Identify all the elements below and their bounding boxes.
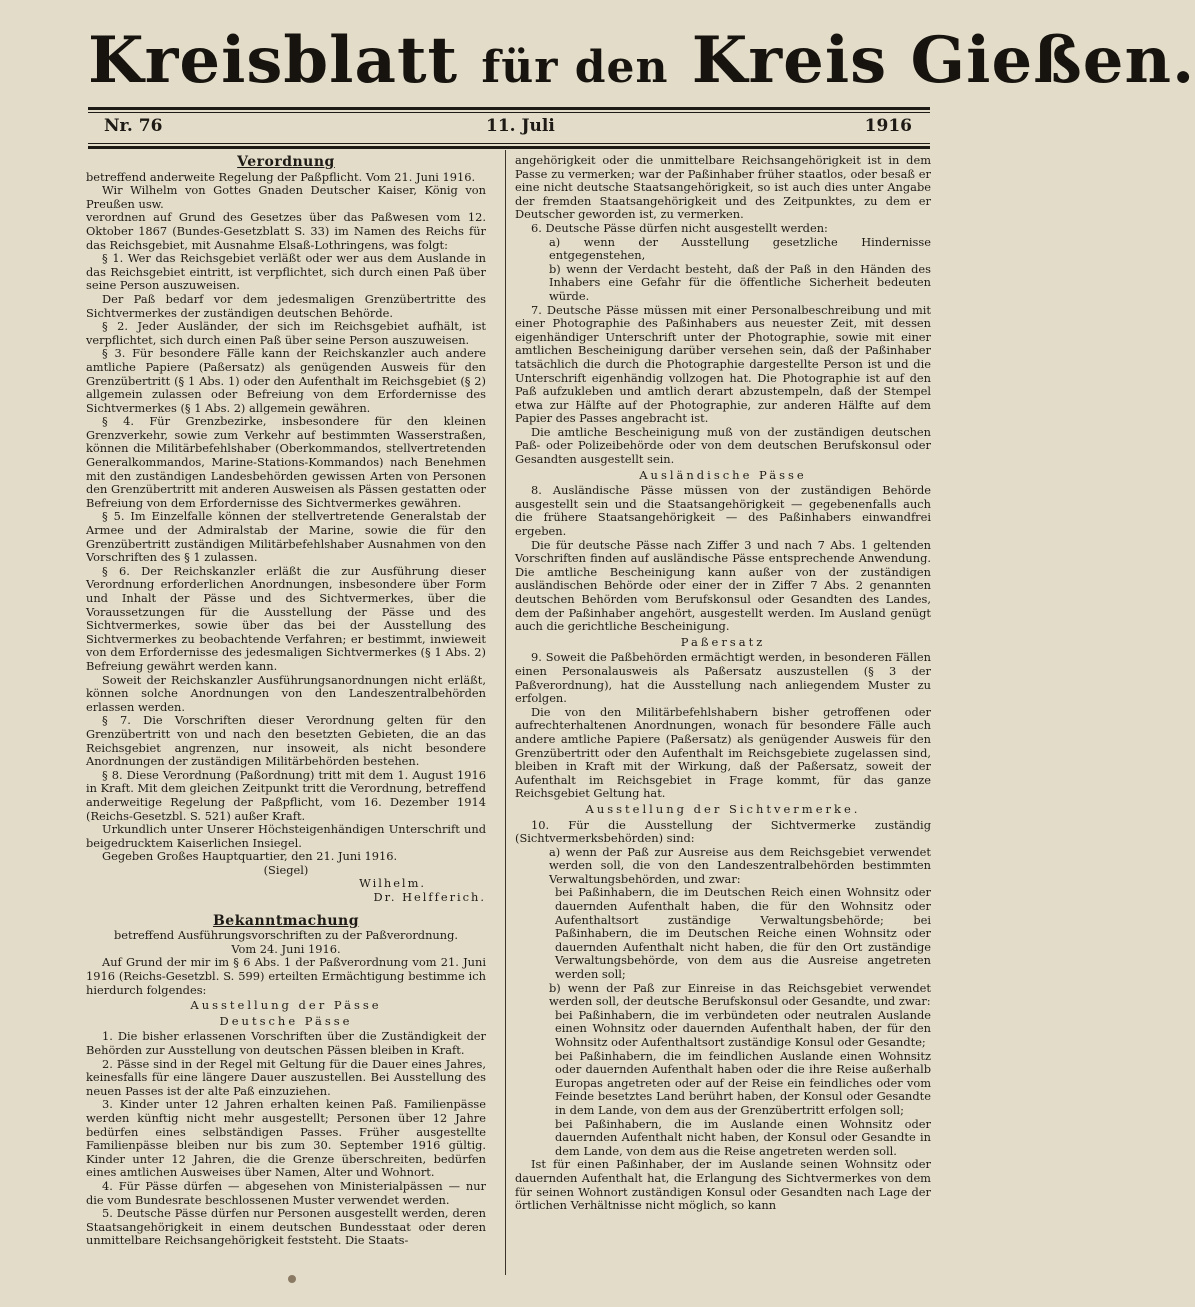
clause-2: 2. Pässe sind in der Regel mit Geltung für die Dauer eines Jahres, keinesfalls für eine längere Dauer auszustellen. Bei Ausstellung des neuen Passes ist der alte Paß einzuziehen. bbox=[86, 1056, 486, 1098]
clause-1: 1. Die bisher erlassenen Vorschriften über die Zuständigkeit der Behörden zur Ausstellung von deutschen Pässen bleiben in Kraft. bbox=[86, 1029, 486, 1057]
clause-10a: a) wenn der Paß zur Ausreise aus dem Reichsgebiet verwendet werden soll, die von den Landeszentralbehörden bestimmten Verwaltungsbehörden, und zwar: bbox=[549, 844, 931, 886]
clause-10b-detail-2: bei Paßinhabern, die im feindlichen Auslande einen Wohnsitz oder dauernden Aufenthalt haben oder die ihre Reise außerhalb Europas angetreten oder auf der Reise ein feindliches oder vom Feinde besetztes Land berührt haben, der Konsul oder Gesandte in dem Lande, von dem aus der Grenzübertritt erfolgen soll; bbox=[555, 1048, 931, 1117]
issue-year: 1916 bbox=[864, 116, 912, 136]
bekanntmachung-intro-2: Auf Grund der mir im § 6 Abs. 1 der Paßverordnung vom 21. Juni 1916 (Reichs-Gesetzbl. S. 599) erteilten Ermächtigung bestimme ich hierdurch folgendes: bbox=[86, 955, 486, 997]
signature-helfferich: Dr. Helfferich. bbox=[373, 890, 486, 905]
issue-info-row bbox=[104, 116, 912, 142]
right-column bbox=[515, 154, 931, 1213]
clause-10b-detail-1: bei Paßinhabern, die im verbündeten oder neutralen Auslande einen Wohnsitz oder dauernden Aufenthalt haben, der für den Wohnsitz oder Aufenthaltsort zuständige Konsul oder Gesandte; bbox=[555, 1007, 931, 1049]
subheading-passersatz: Paßersatz bbox=[680, 634, 766, 649]
paragraph-8: § 8. Diese Verordnung (Paßordnung) tritt mit dem 1. August 1916 in Kraft. Mit dem gleichen Zeitpunkt tritt die Verordnung, betreffend anderweitige Regelung der Paßpflicht, vom 16. Dezember 1914 (Reichs-Gesetzbl. S. 521) außer Kraft. bbox=[86, 767, 486, 823]
subheading-ausstellung-paesse: Ausstellung der Pässe bbox=[190, 998, 382, 1013]
verordnung-intro-2: Wir Wilhelm von Gottes Gnaden Deutscher Kaiser, König von Preußen usw. bbox=[86, 183, 486, 211]
masthead-word-fuer-den: für den bbox=[481, 42, 669, 93]
paragraph-3: § 3. Für besondere Fälle kann der Reichskanzler auch andere amtliche Papiere (Paßersatz) als genügenden Ausweis für den Grenzübertritt (§ 1 Abs. 1) oder den Aufenthalt im Reichsgebiet (§ 2) allgemein zulassen oder Befreiung von dem Erfordernisse des Sichtvermerkes (§ 1 Abs. 2) allgemein gewähren. bbox=[86, 346, 486, 415]
clause-4: 4. Für Pässe dürfen — abgesehen von Ministerialpässen — nur die vom Bundesrate beschlossenen Muster verwendet werden. bbox=[86, 1178, 486, 1207]
clause-5: 5. Deutsche Pässe dürfen nur Personen ausgestellt werden, deren Staatsangehörigkeit in einem deutschen Bundesstaat oder deren unmittelbare Reichsangehörigkeit feststeht. Die Staats- bbox=[86, 1206, 486, 1248]
subheading-sichtvermerke: Ausstellung der Sichtvermerke. bbox=[585, 801, 861, 816]
section-spacer bbox=[86, 905, 486, 913]
clause-6: 6. Deutsche Pässe dürfen nicht ausgestellt werden: bbox=[531, 220, 828, 235]
verordnung-intro: betreffend anderweite Regelung der Paßpflicht. Vom 21. Juni 1916. bbox=[86, 169, 476, 184]
paragraph-1: § 1. Wer das Reichsgebiet verläßt oder wer aus dem Auslande in das Reichsgebiet eintritt, ist verpflichtet, sich durch einen Paß über seine Person auszuweisen. bbox=[86, 251, 486, 293]
clause-3: 3. Kinder unter 12 Jahren erhalten keinen Paß. Familienpässe werden künftig nicht mehr ausgestellt; Personen über 12 Jahre bedürfen eines selbständigen Passes. Früher ausgestellte Familienpässe bleiben nur bis zum 30. September 1916 gültig. Kinder unter 12 Jahren, die die Grenze überschreiten, bedürfen eines amtlichen Ausweises über Namen, Alter und Wohnort. bbox=[86, 1097, 486, 1180]
clause-6a: a) wenn der Ausstellung gesetzliche Hindernisse entgegenstehen, bbox=[549, 234, 931, 263]
paragraph-5: § 5. Im Einzelfalle können der stellvertretende Generalstab der Armee und der Admiralstab der Marine, sowie die für den Grenzübertritt zuständigen Militärbefehlshaber Ausnahmen von den Vorschriften des § 1 zulassen. bbox=[86, 509, 486, 565]
paragraph-6b: Soweit der Reichskanzler Ausführungsanordnungen nicht erläßt, können solche Anordnungen von den Landeszentralbehörden erlassen werden. bbox=[86, 672, 486, 714]
clause-8: 8. Ausländische Pässe müssen von der zuständigen Behörde ausgestellt sein und die Staatsangehörigkeit — gegebenenfalls auch die frühere Staatsangehörigkeit — des Paßinhabers einwandfrei ergeben. bbox=[515, 483, 931, 539]
paragraph-4: § 4. Für Grenzbezirke, insbesondere für den kleinen Grenzverkehr, sowie zum Verkehr auf bestimmten Wasserstraßen, können die Militärbefehlshaber (Oberkommandos, stellvertretenden Generalkommandos, Marine-Stations-Kommandos) nach Benehmen mit den zuständigen Landesbehörden gewissen Arten von Personen den Grenzübertritt mit anderen Ausweisen als Pässen gestatten oder Befreiung von dem Erfordernisse des Sichtvermerkes gewähren. bbox=[86, 414, 486, 510]
clause-5-continued: angehörigkeit oder die unmittelbare Reichsangehörigkeit ist in dem Passe zu vermerken; war der Paßinhaber früher staatlos, oder besaß er eine nicht deutsche Staatsangehörigkeit, so ist auch dies unter Angabe der fremden Staatsangehörigkeit und des Zeitpunktes, zu dem er Deutscher geworden ist, zu vermerken. bbox=[515, 153, 931, 222]
column-divider bbox=[505, 150, 506, 1275]
clause-7b: Die amtliche Bescheinigung muß von der zuständigen deutschen Paß- oder Polizeibehörde oder von dem deutschen Berufskonsul oder Gesandten ausgestellt sein. bbox=[515, 424, 931, 467]
paragraph-6: § 6. Der Reichskanzler erläßt die zur Ausführung dieser Verordnung erforderlichen Anordnungen, insbesondere über Form und Inhalt der Pässe und des Sichtvermerkes, über die Voraussetzungen für die Ausstellung der Pässe und des Sichtvermerkes, sowie über das bei der Ausstellung des Sichtvermerkes zu beobachtende Verfahren; er bestimmt, inwieweit von dem Erfordernisse des jedesmaligen Sichtvermerkes (§ 1 Abs. 2) Befreiung gewährt werden kann. bbox=[86, 563, 486, 673]
signature-wilhelm: Wilhelm. bbox=[359, 876, 426, 891]
masthead-word-kreisblatt: Kreisblatt bbox=[88, 23, 459, 98]
clause-9b: Die von den Militärbefehlshabern bisher getroffenen oder aufrechterhaltenen Anordnungen, wonach für besondere Fälle auch andere amtliche Papiere (Paßersatz) als genügender Ausweis für den Grenzübertritt oder den Aufenthalt im Reichsgebiete zugelassen sind, bleiben in Kraft mit der Wirkung, daß der Paßersatz, soweit der Aufenthalt im Reichsgebiet in Frage kommt, für das ganze Reichsgebiet Geltung hat. bbox=[515, 704, 931, 801]
paragraph-2: § 2. Jeder Ausländer, der sich im Reichsgebiet aufhält, ist verpflichtet, sich durch einen Paß über seine Person auszuweisen. bbox=[86, 319, 486, 347]
heading-bekanntmachung: Bekanntmachung bbox=[212, 912, 360, 929]
left-column bbox=[86, 154, 486, 1248]
verordnung-intro-3: verordnen auf Grund des Gesetzes über das Paßwesen vom 12. Oktober 1867 (Bundes-Gesetzblatt S. 33) im Namen des Reichs für das Reichsgebiet, mit Ausnahme Elsaß-Lothringens, was folgt: bbox=[86, 210, 486, 252]
heading-verordnung: Verordnung bbox=[237, 154, 335, 170]
paper-blemish-dot bbox=[288, 1275, 296, 1283]
issue-rule-bottom bbox=[88, 143, 930, 144]
paragraph-7: § 7. Die Vorschriften dieser Verordnung gelten für den Grenzübertritt von und nach den besetzten Gebieten, die an das Reichsgebiet angrenzen, nur insoweit, als nicht besondere Anordnungen der zuständigen Militärbehörden bestehen. bbox=[86, 713, 486, 769]
issue-rule-bottom-thick bbox=[88, 146, 930, 149]
clause-9: 9. Soweit die Paßbehörden ermächtigt werden, in besonderen Fällen einen Personalausweis als Paßersatz auszustellen (§ 3 der Paßverordnung), hat die Ausstellung nach anliegendem Muster zu erfolgen. bbox=[515, 650, 931, 706]
subheading-deutsche-paesse: Deutsche Pässe bbox=[219, 1013, 353, 1028]
clause-10b-detail-3: bei Paßinhabern, die im Auslande einen Wohnsitz oder dauernden Aufenthalt nicht haben, der Konsul oder Gesandte in dem Lande, von dem aus die Reise angetreten werden soll. bbox=[555, 1116, 931, 1158]
paragraph-9: Urkundlich unter Unserer Höchsteigenhändigen Unterschrift und beigedrucktem Kaiserlichen Insiegel. bbox=[86, 822, 486, 850]
subheading-auslaendische-paesse: Ausländische Pässe bbox=[639, 467, 807, 482]
clause-6b: b) wenn der Verdacht besteht, daß der Paß in den Händen des Inhabers eine Gefahr für die öffentliche Sicherheit bedeuten würde. bbox=[549, 261, 931, 303]
bekanntmachung-intro: betreffend Ausführungsvorschriften zu der Paßverordnung. bbox=[113, 928, 459, 943]
masthead-word-kreis-giessen: Kreis Gießen. bbox=[691, 23, 1195, 98]
paragraph-10: Gegeben Großes Hauptquartier, den 21. Juni 1916. bbox=[102, 849, 398, 864]
clause-10a-detail: bei Paßinhabern, die im Deutschen Reich einen Wohnsitz oder dauernden Aufenthalt haben, die für den Wohnsitz oder Aufenthaltsort zuständige Verwaltungsbehörde; bei Paßinhabern, die im Deutschen Reiche einen Wohnsitz oder dauernden Aufenthalt nicht haben, die für den Ort zuständige Verwaltungsbehörde, von dem aus die Ausreise angetreten werden soll; bbox=[555, 885, 931, 982]
clause-10b: b) wenn der Paß zur Einreise in das Reichsgebiet verwendet werden soll, der deutsche Berufskonsul oder Gesandte, und zwar: bbox=[549, 980, 931, 1009]
issue-date: 11. Juli bbox=[486, 116, 555, 136]
masthead-rule-top bbox=[88, 107, 930, 110]
seal-mark: (Siegel) bbox=[263, 862, 309, 877]
clause-7: 7. Deutsche Pässe müssen mit einer Personalbeschreibung und mit einer Photographie des Paßinhabers aus neuester Zeit, mit dessen eigenhändiger Unterschrift unter der Photographie, sowie mit einer amtlichen Bescheinigung darüber versehen sein, daß der Paßinhaber tatsächlich die durch die Photographie dargestellte Person ist und die Unterschrift eigenhändig vollzogen hat. Die Photographie ist auf den Paß aufzukleben und amtlich derart abzustempeln, daß der Stempel etwa zur Hälfte auf der Photographie, zur anderen Hälfte auf dem Papier des Passes angebracht ist. bbox=[515, 302, 931, 426]
paragraph-1b: Der Paß bedarf vor dem jedesmaligen Grenzübertritte des Sichtvermerkes der zuständigen deutschen Behörde. bbox=[86, 291, 486, 320]
clause-8b: Die für deutsche Pässe nach Ziffer 3 und nach 7 Abs. 1 geltenden Vorschriften finden auf ausländische Pässe entsprechende Anwendung. Die amtliche Bescheinigung kann außer von der zuständigen ausländischen Behörde oder einer der in Ziffer 7 Abs. 2 genannten deutschen Behörden vom Berufskonsul oder Gesandten des Landes, dem der Paßinhaber angehört, ausgestellt werden. Im Ausland genügt auch die gerichtliche Bescheinigung. bbox=[515, 537, 931, 634]
clause-10-continued: Ist für einen Paßinhaber, der im Auslande seinen Wohnsitz oder dauernden Aufenthalt hat, die Erlangung des Sichtvermerkes von dem für seinen Wohnort zuständigen Konsul oder Gesandten nach Lage der örtlichen Verhältnisse nicht möglich, so kann bbox=[515, 1157, 931, 1213]
clause-10: 10. Für die Ausstellung der Sichtvermerke zuständig (Sichtvermerksbehörden) sind: bbox=[515, 817, 931, 846]
masthead-rule-top-thin bbox=[88, 112, 930, 113]
newspaper-masthead bbox=[88, 20, 1195, 102]
bekanntmachung-date: Vom 24. Juni 1916. bbox=[231, 941, 341, 956]
issue-number: Nr. 76 bbox=[104, 116, 163, 136]
